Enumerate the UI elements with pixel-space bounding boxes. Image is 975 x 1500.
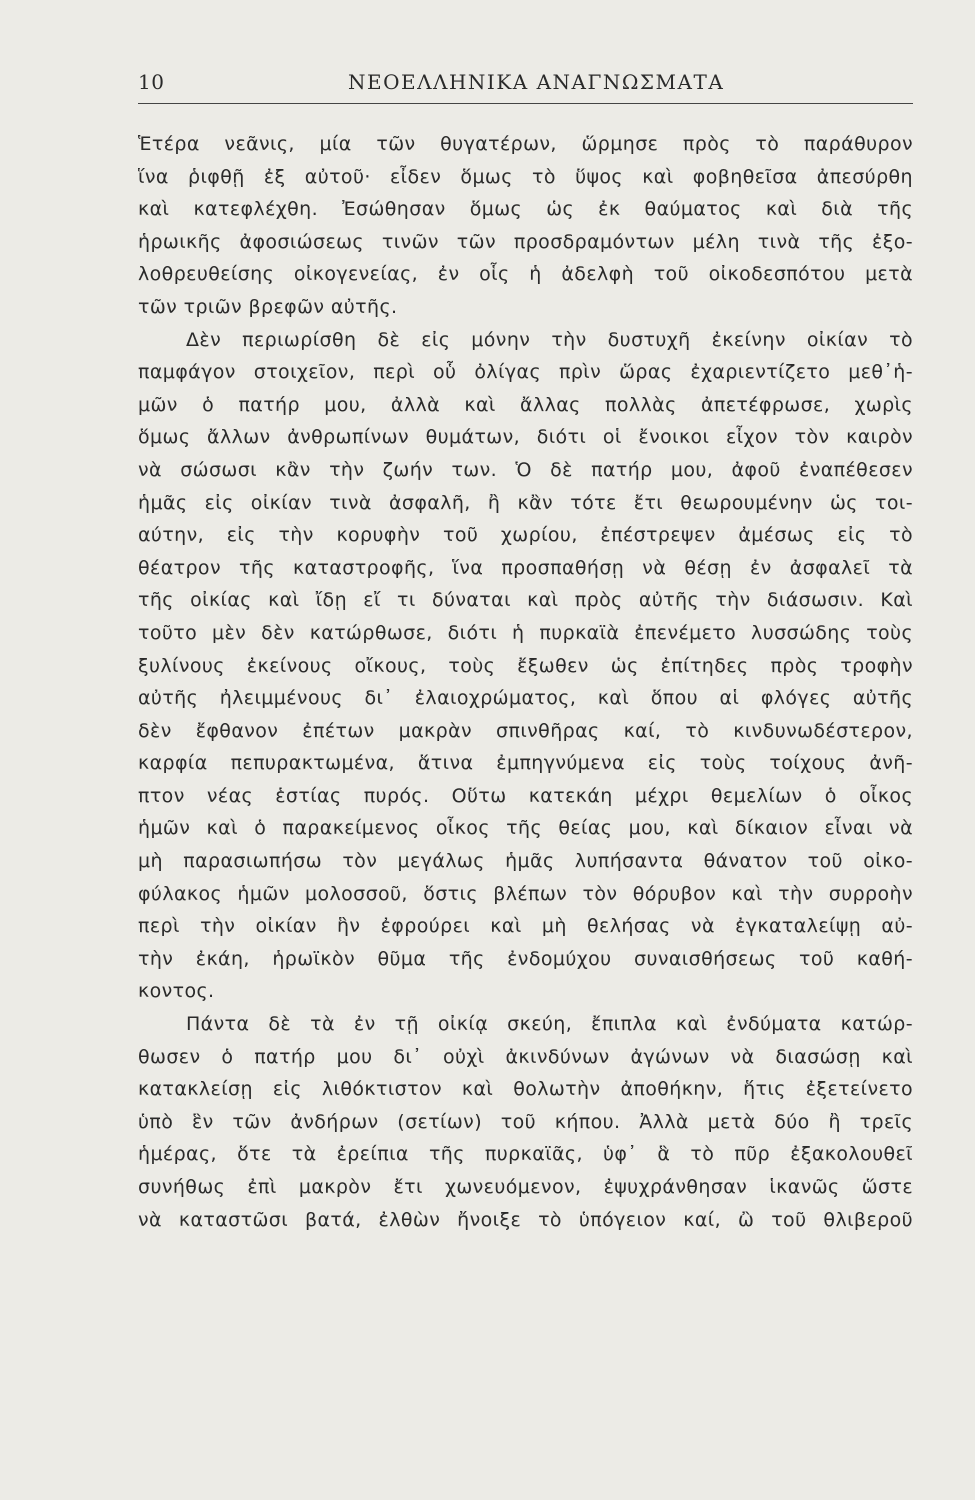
text-line: ὑπὸ ἓν τῶν ἀνδήρων (σετίων) τοῦ κήπου. Ἀλλὰ μετὰ δύο ἢ τρεῖς [138,1110,913,1133]
text-line: θέατρον τῆς καταστροφῆς, ἵνα προσπαθήσῃ νὰ θέσῃ ἐν ἀσφαλεῖ τὰ [138,556,913,579]
text-line: νὰ σώσωσι κἂν τὴν ζωήν των. Ὁ δὲ πατήρ μου, ἀφοῦ ἐναπέθεσεν [138,458,913,481]
text-line: Ἑτέρα νεᾶνις, μία τῶν θυγατέρων, ὥρμησε πρὸς τὸ παράθυρον [138,133,913,155]
text-line: Πάντα δὲ τὰ ἐν τῇ οἰκίᾳ σκεύη, ἔπιπλα καὶ ἐνδύματα κατώρ- [186,1013,913,1036]
text-line: περὶ τὴν οἰκίαν ἣν ἐφρούρει καὶ μὴ θελήσας νὰ ἐγκαταλείψῃ αὐ- [138,915,913,938]
text-line: ξυλίνους ἐκείνους οἴκους, τοὺς ἔξωθεν ὡς ἐπίτηδες πρὸς τροφὴν [138,654,913,677]
text-line: ἡμῶν καὶ ὁ παρακείμενος οἶκος τῆς θείας μου, καὶ δίκαιον εἶναι νὰ [138,817,913,840]
body-text [138,128,913,1236]
text-line: φύλακος ἡμῶν μολοσσοῦ, ὅστις βλέπων τὸν θόρυβον καὶ τὴν συρροὴν [138,882,913,905]
text-line: ἡμέρας, ὅτε τὰ ἐρείπια τῆς πυρκαϊᾶς, ὑφ᾽ ἃ τὸ πῦρ ἐξακολουθεῖ [138,1143,913,1166]
text-line: τῆς οἰκίας καὶ ἴδῃ εἴ τι δύναται καὶ πρὸς αὐτῆς τὴν διάσωσιν. Καὶ [138,589,913,612]
text-line: κατακλείσῃ εἰς λιθόκτιστον καὶ θολωτὴν ἀποθήκην, ἥτις ἐξετείνετο [138,1078,913,1101]
page-header [138,66,913,100]
text-line: καρφία πεπυρακτωμένα, ἅτινα ἐμπηγνύμενα εἰς τοὺς τοίχους ἀνῆ- [138,752,913,775]
page-number: 10 [138,70,165,94]
text-line: αὐτῆς ἠλειμμένους δι᾽ ἐλαιοχρώματος, καὶ ὅπου αἱ φλόγες αὐτῆς [138,687,913,710]
text-line: συνήθως ἐπὶ μακρὸν ἔτι χωνευόμενον, ἐψυχράνθησαν ἱκανῶς ὥστε [138,1176,913,1198]
text-line: τοῦτο μὲν δὲν κατώρθωσε, διότι ἡ πυρκαϊὰ ἐπενέμετο λυσσώδης τοὺς [138,621,913,644]
text-line: Δὲν περιωρίσθη δὲ εἰς μόνην τὴν δυστυχῆ ἐκείνην οἰκίαν τὸ [186,328,913,351]
text-line: κοντος. [138,980,215,1003]
text-line: δὲν ἔφθανον ἐπέτων μακρὰν σπινθῆρας καί, τὸ κινδυνωδέστερον, [138,719,913,742]
text-line: τὴν ἐκάη, ἡρωϊκὸν θῦμα τῆς ἐνδομύχου συναισθήσεως τοῦ καθή- [138,947,913,970]
text-line: ἵνα ῥιφθῇ ἐξ αὐτοῦ· εἶδεν ὅμως τὸ ὕψος καὶ φοβηθεῖσα ἀπεσύρθη [138,165,913,188]
text-line: λοθρευθείσης οἰκογενείας, ἐν οἷς ἡ ἀδελφὴ τοῦ οἰκοδεσπότου μετὰ [138,263,913,286]
text-line: μὴ παρασιωπήσω τὸν μεγάλως ἡμᾶς λυπήσαντα θάνατον τοῦ οἰκο- [138,850,913,873]
header-rule [138,103,913,104]
text-line: μῶν ὁ πατήρ μου, ἀλλὰ καὶ ἄλλας πολλὰς ἀπετέφρωσε, χωρὶς [138,393,913,416]
text-line: παμφάγον στοιχεῖον, περὶ οὗ ὀλίγας πρὶν ὥρας ἐχαριεντίζετο μεθ᾽ἡ- [138,361,913,384]
text-line: θωσεν ὁ πατήρ μου δι᾽ οὐχὶ ἀκινδύνων ἀγώνων νὰ διασώσῃ καὶ [138,1045,913,1068]
running-title: ΝΕΟΕΛΛΗΝΙΚΑ ΑΝΑΓΝΩΣΜΑΤΑ [348,70,725,94]
text-line: πτον νέας ἑστίας πυρός. Οὕτω κατεκάη μέχρι θεμελίων ὁ οἶκος [138,784,913,807]
text-line: τῶν τριῶν βρεφῶν αὐτῆς. [138,295,398,318]
text-line: αύτην, εἰς τὴν κορυφὴν τοῦ χωρίου, ἐπέστρεψεν ἀμέσως εἰς τὸ [138,524,913,547]
text-line: ὅμως ἄλλων ἀνθρωπίνων θυμάτων, διότι οἱ ἔνοικοι εἶχον τὸν καιρὸν [138,426,913,449]
text-line: νὰ καταστῶσι βατά, ἐλθὼν ἤνοιξε τὸ ὑπόγειον καί, ὢ τοῦ θλιβεροῦ [138,1208,913,1231]
text-line: καὶ κατεφλέχθη. Ἐσώθησαν ὅμως ὡς ἐκ θαύματος καὶ διὰ τῆς [138,198,913,221]
text-line: ἡρωικῆς ἀφοσιώσεως τινῶν τῶν προσδραμόντων μέλη τινὰ τῆς ἐξο- [138,230,913,253]
text-line: ἡμᾶς εἰς οἰκίαν τινὰ ἀσφαλῆ, ἢ κἂν τότε ἔτι θεωρουμένην ὡς τοι- [138,491,913,514]
